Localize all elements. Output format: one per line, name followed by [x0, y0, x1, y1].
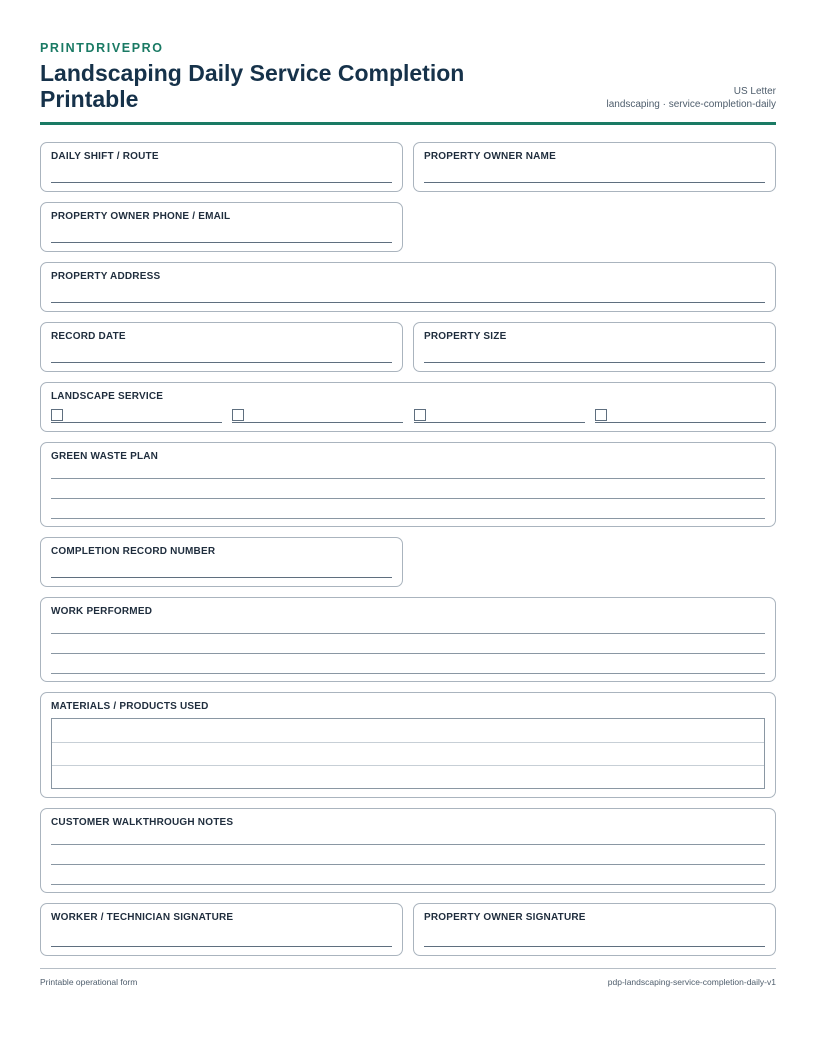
field-completion-record-number[interactable]	[40, 537, 403, 587]
write-line[interactable]	[51, 362, 392, 363]
field-label: CUSTOMER WALKTHROUGH NOTES	[51, 817, 234, 828]
document-meta	[606, 85, 776, 111]
field-work-performed[interactable]	[40, 597, 776, 682]
field-property-address[interactable]	[40, 262, 776, 312]
field-property-size[interactable]	[413, 322, 776, 372]
field-label: PROPERTY ADDRESS	[51, 271, 161, 282]
field-label: RECORD DATE	[51, 331, 126, 342]
form-page	[40, 0, 776, 1056]
field-daily-shift-route[interactable]	[40, 142, 403, 192]
field-label: LANDSCAPE SERVICE	[51, 391, 164, 402]
footer-divider	[40, 968, 776, 969]
checkbox-icon[interactable]	[414, 409, 426, 421]
write-line[interactable]	[51, 182, 392, 183]
write-line[interactable]	[51, 653, 765, 654]
write-line[interactable]	[51, 242, 392, 243]
write-line[interactable]	[51, 844, 765, 845]
field-green-waste-plan[interactable]	[40, 442, 776, 527]
field-owner-signature[interactable]	[413, 903, 776, 956]
checkbox-option-3[interactable]	[414, 409, 585, 423]
checkbox-icon[interactable]	[595, 409, 607, 421]
field-landscape-service[interactable]	[40, 382, 776, 432]
write-line[interactable]	[51, 498, 765, 499]
table-row-divider	[52, 742, 764, 743]
write-line[interactable]	[424, 182, 765, 183]
field-label: PROPERTY SIZE	[424, 331, 507, 342]
field-label: WORK PERFORMED	[51, 606, 153, 617]
signature-line[interactable]	[424, 946, 765, 947]
field-label: PROPERTY OWNER SIGNATURE	[424, 912, 586, 923]
checkbox-icon[interactable]	[51, 409, 63, 421]
field-worker-signature[interactable]	[40, 903, 403, 956]
write-line[interactable]	[51, 633, 765, 634]
brand-name: PRINTDRIVEPRO	[40, 41, 164, 55]
write-line[interactable]	[51, 673, 765, 674]
write-line[interactable]	[51, 884, 765, 885]
field-label: GREEN WASTE PLAN	[51, 451, 159, 462]
field-record-date[interactable]	[40, 322, 403, 372]
field-customer-walkthrough-notes[interactable]	[40, 808, 776, 893]
footer-form-id: pdp-landscaping-service-completion-daily-v1	[607, 977, 776, 987]
field-property-owner-phone-email[interactable]	[40, 202, 403, 252]
write-line[interactable]	[51, 577, 392, 578]
page-title: Landscaping Daily Service Completion Printable	[40, 60, 465, 112]
footer-description: Printable operational form	[40, 977, 138, 987]
materials-table[interactable]	[51, 718, 765, 789]
field-label: MATERIALS / PRODUCTS USED	[51, 701, 209, 712]
write-line[interactable]	[424, 362, 765, 363]
form-category: landscaping · service-completion-daily	[606, 99, 776, 110]
write-line[interactable]	[51, 302, 765, 303]
checkbox-icon[interactable]	[232, 409, 244, 421]
checkbox-option-1[interactable]	[51, 409, 222, 423]
checkbox-option-4[interactable]	[595, 409, 766, 423]
table-row-divider	[52, 765, 764, 766]
write-line[interactable]	[51, 478, 765, 479]
field-property-owner-name[interactable]	[413, 142, 776, 192]
field-label: PROPERTY OWNER PHONE / EMAIL	[51, 211, 231, 222]
field-label: DAILY SHIFT / ROUTE	[51, 151, 159, 162]
write-line[interactable]	[51, 864, 765, 865]
paper-size: US Letter	[733, 86, 776, 97]
write-line[interactable]	[51, 518, 765, 519]
signature-line[interactable]	[51, 946, 392, 947]
checkbox-option-2[interactable]	[232, 409, 403, 423]
header-divider	[40, 122, 776, 125]
field-label: COMPLETION RECORD NUMBER	[51, 546, 216, 557]
field-label: PROPERTY OWNER NAME	[424, 151, 556, 162]
field-materials-products-used[interactable]	[40, 692, 776, 798]
field-label: WORKER / TECHNICIAN SIGNATURE	[51, 912, 234, 923]
